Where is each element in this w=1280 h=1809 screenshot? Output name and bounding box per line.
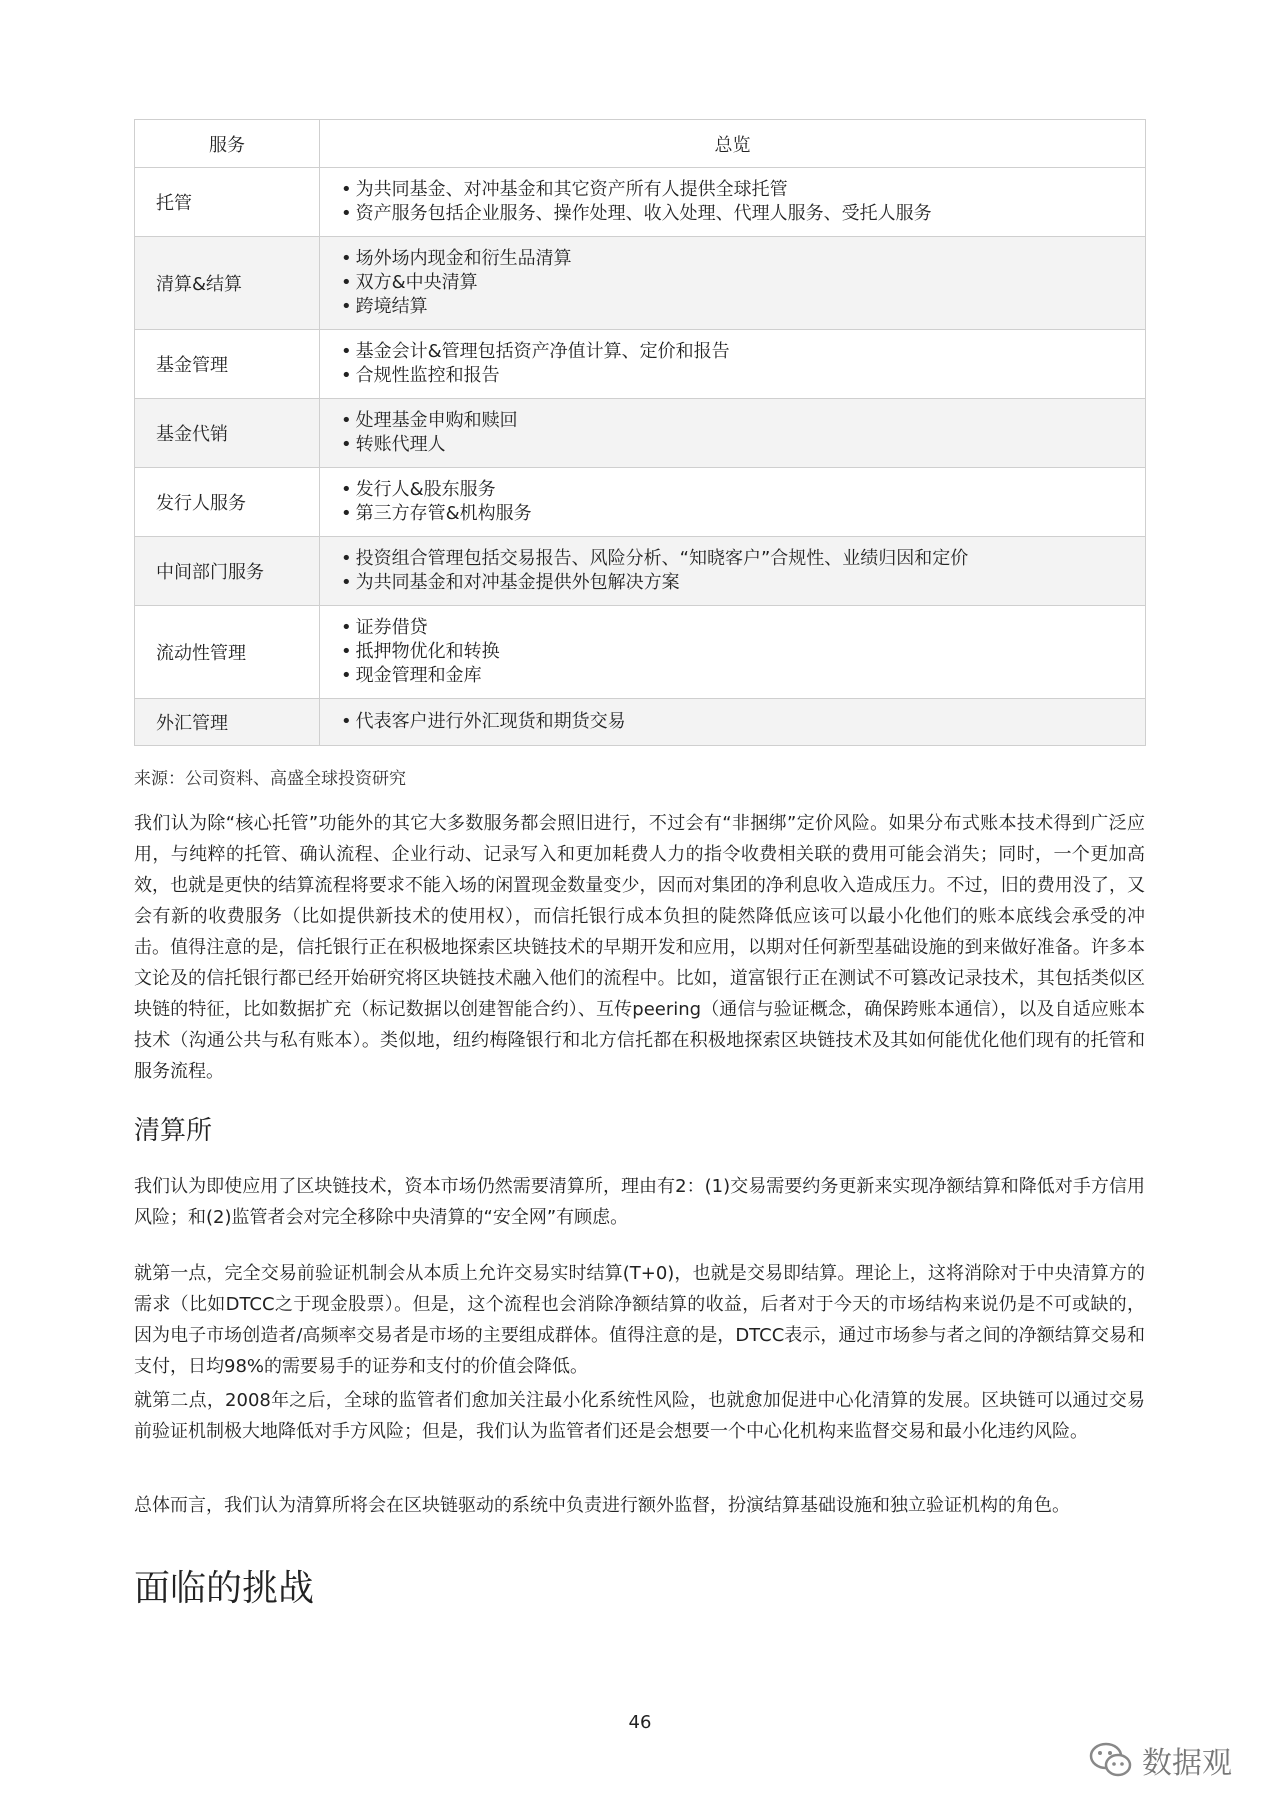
service-name: 外汇管理 bbox=[135, 699, 320, 746]
service-name: 托管 bbox=[135, 168, 320, 237]
service-overview bbox=[320, 330, 1146, 399]
service-name: 基金代销 bbox=[135, 399, 320, 468]
overview-item: • 投资组合管理包括交易报告、风险分析、“知晓客户”合规性、业绩归因和定价 bbox=[341, 547, 1145, 571]
header-service: 服务 bbox=[135, 120, 320, 168]
overview-item: • 资产服务包括企业服务、操作处理、收入处理、代理人服务、受托人服务 bbox=[341, 202, 1145, 226]
overview-item: • 抵押物优化和转换 bbox=[341, 640, 1145, 664]
header-overview: 总览 bbox=[320, 120, 1146, 168]
overview-item: • 证券借贷 bbox=[341, 616, 1145, 640]
service-overview bbox=[320, 699, 1146, 746]
overview-item: • 发行人&股东服务 bbox=[341, 478, 1145, 502]
service-overview bbox=[320, 237, 1146, 330]
service-name: 流动性管理 bbox=[135, 606, 320, 699]
table-row bbox=[135, 168, 1146, 237]
table-row bbox=[135, 330, 1146, 399]
paragraph-custody-fees: 我们认为除“核心托管”功能外的其它大多数服务都会照旧进行，不过会有“非捆绑”定价风险。如果分布式账本技术得到广泛应用，与纯粹的托管、确认流程、企业行动、记录写入和更加耗费人力的指令收费相关联的费用可能会消失；同时，一个更加高效，也就是更快的结算流程将要求不能入场的闲置现金数量变少，因而对集团的净利息收入造成压力。不过，旧的费用没了，又会有新的收费服务（比如提供新技术的使用权），而信托银行成本负担的陡然降低应该可以最小化他们的账本底线会承受的冲击。值得注意的是，信托银行正在积极地探索区块链技术的早期开发和应用，以期对任何新型基础设施的到来做好准备。许多本文论及的信托银行都已经开始研究将区块链技术融入他们的流程中。比如，道富银行正在测试不可篡改记录技术，其包括类似区块链的特征，比如数据扩充（标记数据以创建智能合约）、互传peering（通信与验证概念，确保跨账本通信），以及自适应账本技术（沟通公共与私有账本）。类似地，纽约梅隆银行和北方信托都在积极地探索区块链技术及其如何能优化他们现有的托管和服务流程。 bbox=[134, 813, 1145, 1082]
service-overview bbox=[320, 468, 1146, 537]
table-row bbox=[135, 606, 1146, 699]
service-name: 中间部门服务 bbox=[135, 537, 320, 606]
overview-item: • 基金会计&管理包括资产净值计算、定价和报告 bbox=[341, 340, 1145, 364]
overview-item: • 第三方存管&机构服务 bbox=[341, 502, 1145, 526]
overview-item: • 跨境结算 bbox=[341, 295, 1145, 319]
overview-item: • 处理基金申购和赎回 bbox=[341, 409, 1145, 433]
paragraph-summary: 总体而言，我们认为清算所将会在区块链驱动的系统中负责进行额外监督，扮演结算基础设施和独立验证机构的角色。 bbox=[134, 1495, 1070, 1516]
service-overview bbox=[320, 399, 1146, 468]
paragraph-second-point: 就第二点，2008年之后，全球的监管者们愈加关注最小化系统性风险，也就愈加促进中心化清算的发展。区块链可以通过交易前验证机制极大地降低对手方风险；但是，我们认为监管者们还是会想要一个中心化机构来监督交易和最小化违约风险。 bbox=[134, 1390, 1145, 1442]
table-row bbox=[135, 699, 1146, 746]
overview-item: • 双方&中央清算 bbox=[341, 271, 1145, 295]
paragraph-first-point: 就第一点，完全交易前验证机制会从本质上允许交易实时结算(T+0)，也就是交易即结算。理论上，这将消除对于中央清算方的需求（比如DTCC之于现金股票）。但是，这个流程也会消除净额结算的收益，后者对于今天的市场结构来说仍是不可或缺的，因为电子市场创造者/高频率交易者是市场的主要组成群体。值得注意的是，DTCC表示，通过市场参与者之间的净额结算交易和支付，日均98%的需要易手的证券和支付的价值会降低。 bbox=[134, 1263, 1145, 1377]
watermark-text: 数据观 bbox=[1142, 1746, 1232, 1781]
service-overview bbox=[320, 168, 1146, 237]
overview-item: • 合规性监控和报告 bbox=[341, 364, 1145, 388]
table-row bbox=[135, 537, 1146, 606]
service-overview bbox=[320, 537, 1146, 606]
wechat-icon bbox=[1088, 1740, 1134, 1780]
overview-item: • 现金管理和金库 bbox=[341, 664, 1145, 688]
table-header-row bbox=[135, 120, 1146, 168]
section-heading-challenges: 面临的挑战 bbox=[134, 1568, 315, 1609]
paragraph-clearing-reasons: 我们认为即使应用了区块链技术，资本市场仍然需要清算所，理由有2：(1)交易需要约务更新来实现净额结算和降低对手方信用风险；和(2)监管者会对完全移除中央清算的“安全网”有顾虑。 bbox=[134, 1176, 1145, 1228]
overview-item: • 为共同基金和对冲基金提供外包解决方案 bbox=[341, 571, 1145, 595]
services-table bbox=[134, 119, 1146, 746]
service-name: 清算&结算 bbox=[135, 237, 320, 330]
section-heading-clearing: 清算所 bbox=[134, 1116, 213, 1146]
service-name: 发行人服务 bbox=[135, 468, 320, 537]
table-source-note: 来源：公司资料、高盛全球投资研究 bbox=[134, 769, 406, 789]
page-number: 46 bbox=[628, 1712, 652, 1733]
overview-item: • 代表客户进行外汇现货和期货交易 bbox=[341, 710, 1145, 734]
service-name: 基金管理 bbox=[135, 330, 320, 399]
table-row bbox=[135, 399, 1146, 468]
table-row bbox=[135, 237, 1146, 330]
overview-item: • 场外场内现金和衍生品清算 bbox=[341, 247, 1145, 271]
service-overview bbox=[320, 606, 1146, 699]
overview-item: • 为共同基金、对冲基金和其它资产所有人提供全球托管 bbox=[341, 178, 1145, 202]
watermark bbox=[1088, 1738, 1232, 1782]
overview-item: • 转账代理人 bbox=[341, 433, 1145, 457]
table-row bbox=[135, 468, 1146, 537]
